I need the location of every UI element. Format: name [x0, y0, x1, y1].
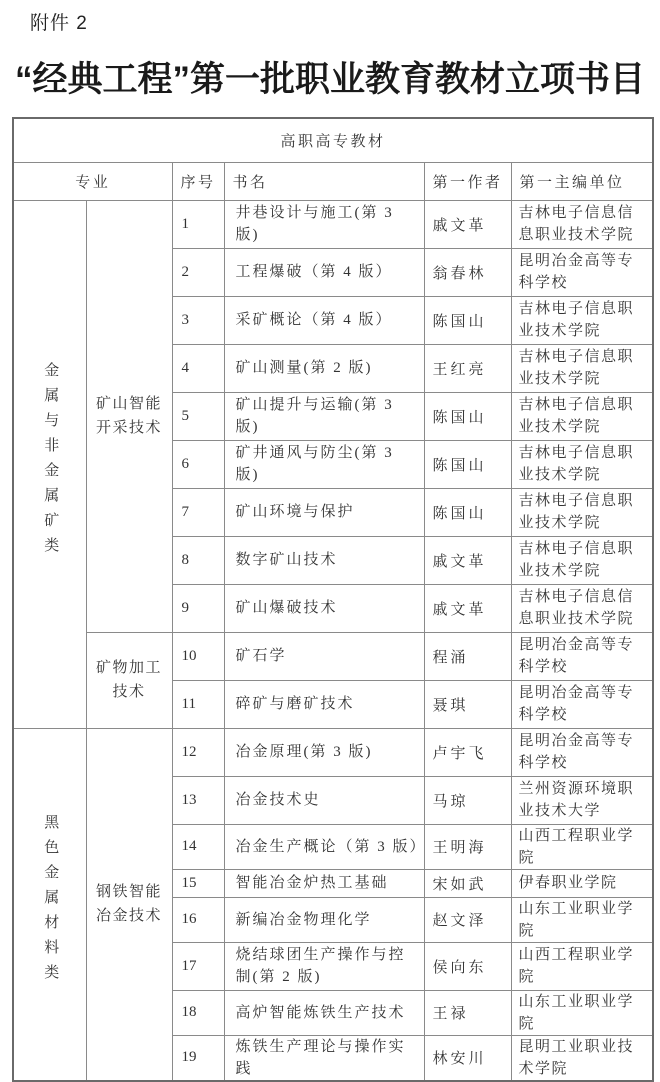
- cell-no: 2: [172, 248, 224, 296]
- cell-author: 聂琪: [424, 680, 511, 728]
- cell-author: 侯向东: [424, 942, 511, 990]
- cell-no: 7: [172, 488, 224, 536]
- table-row: [13, 632, 653, 680]
- cell-book-title: 冶金原理(第 3 版): [224, 728, 424, 776]
- cell-book-title: 碎矿与磨矿技术: [224, 680, 424, 728]
- group-label-metal-nonmetal: [13, 200, 86, 728]
- cell-author: 赵文泽: [424, 897, 511, 942]
- cell-author: 陈国山: [424, 440, 511, 488]
- table-band-header: 高职高专教材: [13, 118, 653, 162]
- col-header-org: 第一主编单位: [511, 162, 653, 200]
- cell-author: 宋如武: [424, 869, 511, 897]
- subcategory-text: 钢铁智能冶金技术: [95, 884, 162, 925]
- cell-book-title: 矿山爆破技术: [224, 584, 424, 632]
- cell-no: 9: [172, 584, 224, 632]
- cell-org: 吉林电子信息职业技术学院: [511, 344, 653, 392]
- cell-no: 17: [172, 942, 224, 990]
- cell-book-title: 采矿概论（第 4 版）: [224, 296, 424, 344]
- cell-org: 吉林电子信息职业技术学院: [511, 536, 653, 584]
- cell-book-title: 高炉智能炼铁生产技术: [224, 990, 424, 1035]
- cell-book-title: 冶金技术史: [224, 776, 424, 824]
- cell-no: 19: [172, 1035, 224, 1081]
- cell-author: 王红亮: [424, 344, 511, 392]
- group-label-text: 金属与非金属矿类: [42, 361, 59, 562]
- cell-book-title: 矿井通风与防尘(第 3 版): [224, 440, 424, 488]
- cell-book-title: 工程爆破（第 4 版）: [224, 248, 424, 296]
- cell-author: 王明海: [424, 824, 511, 869]
- cell-org: 昆明冶金高等专科学校: [511, 632, 653, 680]
- group-label-text: 黑色金属材料类: [42, 814, 59, 990]
- subcategory-text: 矿物加工技术: [95, 660, 162, 700]
- cell-org: 昆明工业职业技术学院: [511, 1035, 653, 1081]
- subcategory-label-mining: [86, 200, 172, 632]
- cell-no: 18: [172, 990, 224, 1035]
- cell-book-title: 炼铁生产理论与操作实践: [224, 1035, 424, 1081]
- subcategory-label-mineral-processing: [86, 632, 172, 728]
- cell-book-title: 矿山提升与运输(第 3 版): [224, 392, 424, 440]
- cell-org: 吉林电子信息信息职业技术学院: [511, 584, 653, 632]
- cell-no: 4: [172, 344, 224, 392]
- page-title: “经典工程”第一批职业教育教材立项书目: [14, 60, 645, 99]
- cell-org: 山东工业职业学院: [511, 990, 653, 1035]
- cell-org: 山东工业职业学院: [511, 897, 653, 942]
- cell-book-title: 烧结球团生产操作与控制(第 2 版): [224, 942, 424, 990]
- cell-author: 程涌: [424, 632, 511, 680]
- cell-book-title: 冶金生产概论（第 3 版）: [224, 824, 424, 869]
- cell-org: 山西工程职业学院: [511, 824, 653, 869]
- cell-no: 13: [172, 776, 224, 824]
- cell-no: 10: [172, 632, 224, 680]
- cell-org: 吉林电子信息职业技术学院: [511, 488, 653, 536]
- cell-no: 3: [172, 296, 224, 344]
- cell-author: 翁春林: [424, 248, 511, 296]
- cell-author: 戚文革: [424, 200, 511, 248]
- cell-author: 马琼: [424, 776, 511, 824]
- cell-no: 1: [172, 200, 224, 248]
- cell-book-title: 矿山测量(第 2 版): [224, 344, 424, 392]
- cell-no: 12: [172, 728, 224, 776]
- cell-author: 陈国山: [424, 296, 511, 344]
- cell-book-title: 矿山环境与保护: [224, 488, 424, 536]
- col-header-no: 序号: [172, 162, 224, 200]
- cell-book-title: 新编冶金物理化学: [224, 897, 424, 942]
- textbook-table: [12, 117, 654, 1082]
- cell-author: 陈国山: [424, 392, 511, 440]
- attachment-label: 附件 2: [30, 13, 88, 34]
- cell-no: 15: [172, 869, 224, 897]
- cell-author: 戚文革: [424, 584, 511, 632]
- cell-book-title: 井巷设计与施工(第 3 版): [224, 200, 424, 248]
- cell-org: 兰州资源环境职业技术大学: [511, 776, 653, 824]
- cell-no: 11: [172, 680, 224, 728]
- cell-org: 吉林电子信息职业技术学院: [511, 296, 653, 344]
- cell-book-title: 智能冶金炉热工基础: [224, 869, 424, 897]
- col-header-major: 专业: [13, 162, 172, 200]
- cell-no: 16: [172, 897, 224, 942]
- subcategory-label-steel-metallurgy: [86, 728, 172, 1081]
- col-header-title: 书名: [224, 162, 424, 200]
- cell-org: 吉林电子信息职业技术学院: [511, 392, 653, 440]
- cell-org: 吉林电子信息职业技术学院: [511, 440, 653, 488]
- cell-author: 林安川: [424, 1035, 511, 1081]
- cell-org: 吉林电子信息信息职业技术学院: [511, 200, 653, 248]
- cell-book-title: 数字矿山技术: [224, 536, 424, 584]
- subcategory-text: 矿山智能开采技术: [95, 396, 162, 436]
- cell-no: 14: [172, 824, 224, 869]
- cell-org: 山西工程职业学院: [511, 942, 653, 990]
- cell-author: 卢宇飞: [424, 728, 511, 776]
- col-header-author: 第一作者: [424, 162, 511, 200]
- cell-no: 8: [172, 536, 224, 584]
- table-row: [13, 200, 653, 248]
- cell-author: 王禄: [424, 990, 511, 1035]
- table-header-row: [13, 162, 653, 200]
- cell-no: 5: [172, 392, 224, 440]
- cell-author: 戚文革: [424, 536, 511, 584]
- group-label-ferrous-metal: [13, 728, 86, 1081]
- table-band-row: [13, 118, 653, 162]
- cell-org: 昆明冶金高等专科学校: [511, 728, 653, 776]
- cell-org: 昆明冶金高等专科学校: [511, 680, 653, 728]
- cell-book-title: 矿石学: [224, 632, 424, 680]
- cell-no: 6: [172, 440, 224, 488]
- table-row: [13, 728, 653, 776]
- cell-org: 昆明冶金高等专科学校: [511, 248, 653, 296]
- document-page: [0, 8, 660, 1082]
- cell-author: 陈国山: [424, 488, 511, 536]
- cell-org: 伊春职业学院: [511, 869, 653, 897]
